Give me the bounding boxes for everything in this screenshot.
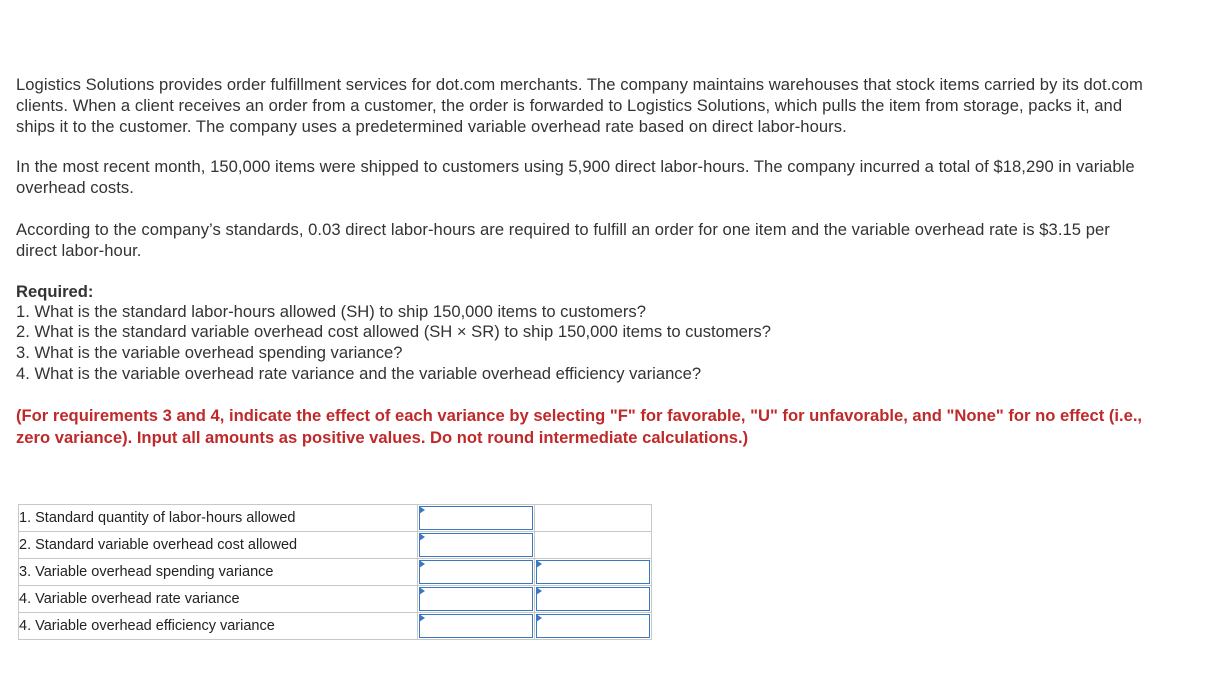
- table-row: [19, 613, 652, 640]
- problem-paragraph-3: According to the company’s standards, 0.03 direct labor-hours are required to fulfill an order for one item and the variable overhead rate is $3.15 per direct labor-hour.: [16, 219, 1110, 260]
- requirement-4: 4. What is the variable overhead rate variance and the variable overhead efficiency variance?: [16, 363, 702, 383]
- standard-cost-input[interactable]: [419, 533, 533, 557]
- amount-cell: [418, 613, 535, 640]
- problem-content: [16, 75, 1146, 450]
- answer-table: [18, 504, 652, 640]
- effect-cell: [535, 586, 652, 613]
- amount-cell: [418, 532, 535, 559]
- row-label: 3. Variable overhead spending variance: [19, 559, 418, 586]
- row-label: 4. Variable overhead efficiency variance: [19, 613, 418, 640]
- effect-cell: [535, 559, 652, 586]
- rate-variance-effect-select[interactable]: [536, 587, 650, 611]
- table-row: [19, 532, 652, 559]
- efficiency-variance-input[interactable]: [419, 614, 533, 638]
- required-heading: Required:: [16, 281, 94, 301]
- table-row: [19, 586, 652, 613]
- row-label: 1. Standard quantity of labor-hours allowed: [19, 505, 418, 532]
- spending-variance-input[interactable]: [419, 560, 533, 584]
- empty-cell: [535, 505, 652, 532]
- amount-cell: [418, 586, 535, 613]
- requirements-list: [16, 302, 1146, 385]
- row-label: 2. Standard variable overhead cost allowed: [19, 532, 418, 559]
- table-row: [19, 559, 652, 586]
- efficiency-variance-effect-select[interactable]: [536, 614, 650, 638]
- row-label: 4. Variable overhead rate variance: [19, 586, 418, 613]
- requirement-2: 2. What is the standard variable overhead cost allowed (SH × SR) to ship 150,000 items to customers?: [16, 322, 771, 342]
- spending-variance-effect-select[interactable]: [536, 560, 650, 584]
- instruction-text: (For requirements 3 and 4, indicate the effect of each variance by selecting "F" for favorable, "U" for unfavorable, and "None" for no effect (i.e., zero variance). Input all amounts as positive values. Do not round intermediate calculations.): [16, 405, 1143, 448]
- effect-cell: [535, 613, 652, 640]
- rate-variance-input[interactable]: [419, 587, 533, 611]
- table-row: [19, 505, 652, 532]
- requirement-3: 3. What is the variable overhead spending variance?: [16, 343, 403, 363]
- standard-hours-input[interactable]: [419, 506, 533, 530]
- requirement-1: 1. What is the standard labor-hours allowed (SH) to ship 150,000 items to customers?: [16, 301, 646, 321]
- problem-paragraph-2: In the most recent month, 150,000 items were shipped to customers using 5,900 direct labor-hours. The company incurred a total of $18,290 in variable overhead costs.: [16, 157, 1135, 198]
- empty-cell: [535, 532, 652, 559]
- problem-paragraph-1: Logistics Solutions provides order fulfillment services for dot.com merchants. The company maintains warehouses that stock items carried by its dot.com clients. When a client receives an order from a customer, the order is forwarded to Logistics Solutions, which pulls the item from storage, packs it, and ships it to the customer. The company uses a predetermined variable overhead rate based on direct labor-hours.: [16, 75, 1143, 136]
- amount-cell: [418, 559, 535, 586]
- amount-cell: [418, 505, 535, 532]
